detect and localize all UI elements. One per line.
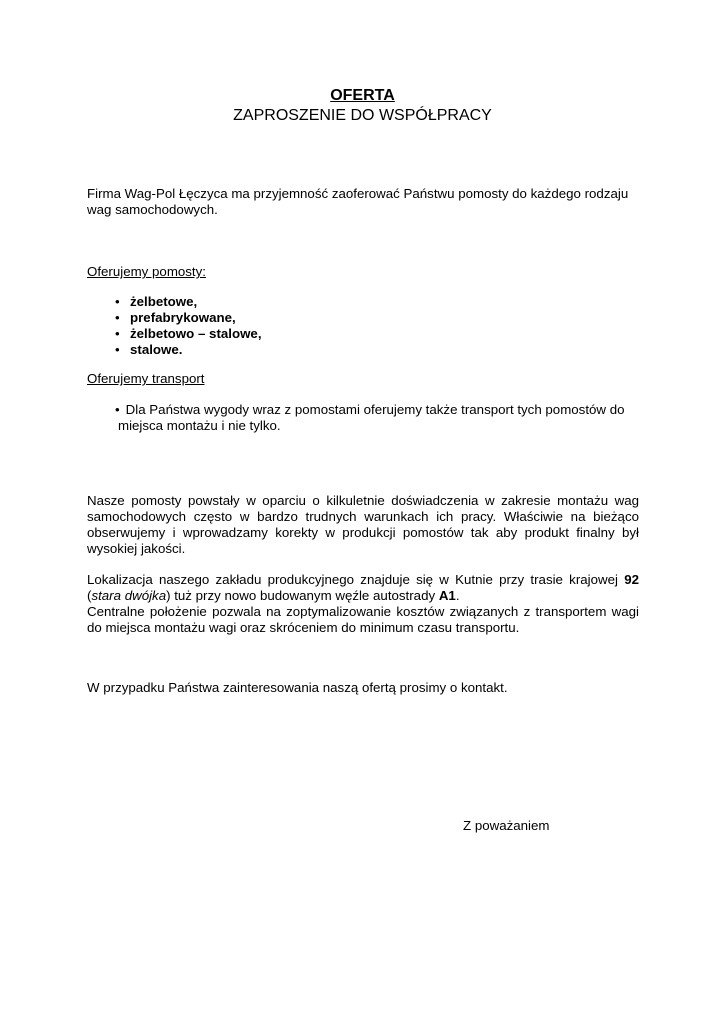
bullet-icon: • — [115, 294, 120, 309]
location-paragraph: Lokalizacja naszego zakładu produkcyjnego znajduje się w Kutnie przy trasie krajowej 92 (stara dwójka) tuż przy nowo budowanym węźle autostrady A1. Centralne położenie pozwala na zoptymalizowanie kosztów związanych z transportem wagi do miejsca montażu wagi oraz skróceniem do minimum czasu transportu. — [87, 572, 639, 635]
experience-paragraph: Nasze pomosty powstały w oparciu o kilkuletnie doświadczenia w zakresie montażu wag samochodowych często w bardzo trudnych warunkach ich pracy. Właściwie na bieżąco obserwujemy i wprowadzamy korekty w produkcji pomostów tak aby produkt finalny był wysokiej jakości. — [87, 493, 639, 556]
pomosty-list — [115, 294, 615, 358]
list-item: • stalowe. — [115, 342, 183, 357]
intro-paragraph — [87, 186, 639, 218]
contact-paragraph: W przypadku Państwa zainteresowania naszą ofertą prosimy o kontakt. — [87, 680, 508, 695]
closing-signature: Z poważaniem — [463, 818, 550, 833]
transport-item — [115, 402, 639, 434]
document-subtitle: ZAPROSZENIE DO WSPÓŁPRACY — [233, 107, 492, 124]
transport-line-2: miejsca montażu i nie tylko. — [118, 418, 281, 433]
bullet-icon: • — [115, 326, 120, 341]
transport-heading: Oferujemy transport — [87, 371, 205, 386]
highway-name: A1 — [438, 588, 456, 603]
bullet-icon: • — [115, 402, 120, 417]
bullet-icon: • — [115, 342, 120, 357]
document-title: OFERTA — [330, 87, 395, 104]
bullet-icon: • — [115, 310, 120, 325]
transport-line-1: Dla Państwa wygody wraz z pomostami oferujemy także transport tych pomostów do — [125, 402, 625, 417]
list-item: • żelbetowo – stalowe, — [115, 326, 262, 341]
intro-line-2: wag samochodowych. — [87, 202, 218, 217]
pomosty-heading: Oferujemy pomosty: — [87, 264, 206, 279]
intro-line-1: Firma Wag-Pol Łęczyca ma przyjemność zaoferować Państwu pomosty do każdego rodzaju — [87, 186, 629, 201]
list-item: • żelbetowe, — [115, 294, 198, 309]
road-name: stara dwójka — [91, 588, 167, 603]
list-item: • prefabrykowane, — [115, 310, 236, 325]
road-number: 92 — [624, 572, 639, 587]
central-location-text: Centralne położenie pozwala na zoptymalizowanie kosztów związanych z transportem wagi do miejsca montażu wagi oraz skróceniem do minimum czasu transportu. — [87, 604, 639, 635]
